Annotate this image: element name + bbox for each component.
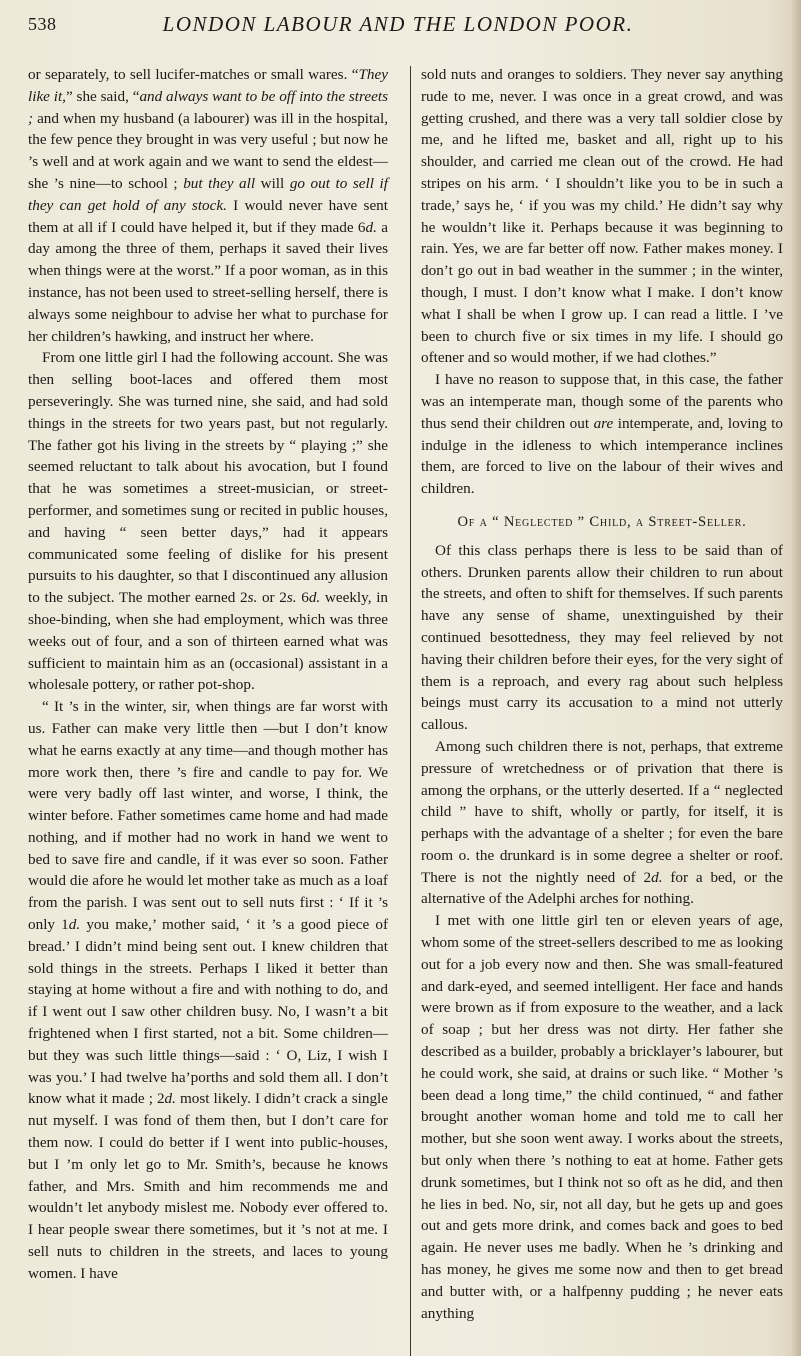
italic-run: d. [651, 868, 663, 886]
text-run: I met with one little girl ten or eleven years of age, whom some of the street-sellers described to me as looking out for a job every now and then. She was small-featured and dark-eyed, and seemed intelligent. Her face and hands were brown as if from exposure to the weather, and a lack of soap ; but her dress was not dirty. Her father she described as a builder, probably a bricklayer’s labourer, but he could work, she said, at drains or such like. “ Mother ’s been dead a long time,” the child continued, “ and father brought another woman home and told me to call her mother, but she soon went away. I works about the streets, but only when there ’s nothing to eat at home. Father gets drunk sometimes, but I think not so oft as he did, and then he lies in bed. No, sir, not all day, but he gets up and goes out and gets more drink, and comes back and goes to bed again. He never uses me badly. When he ’s drinking and has money, he gives me some now and then to get bread and butter with, or a halfpenny pudding ; he never eats anything [421, 912, 783, 1322]
paragraph [421, 540, 783, 736]
text-run: 6 [296, 589, 309, 607]
italic-run: d. [365, 218, 377, 236]
text-run: I would never have sent them at all if I could have helped it, but if they made 6 [28, 196, 388, 236]
text-run: will [255, 174, 290, 192]
right-column-top [421, 64, 783, 500]
section-heading: Of a “ Neglected ” Child, a Street-Seller. [457, 513, 747, 530]
text-run: sold nuts and oranges to soldiers. They never say anything rude to me, never. I was once in a great crowd, and was getting crushed, and there was a very tall soldier close by me, and he lifted me, basket and all, right up to his shoulder, and carried me clean out of the crowd. He had stripes on his arm. ‘ I shouldn’t like you to be in such a trade,’ says he, ‘ if you was my child.’ He didn’t say why he wouldn’t like it. Perhaps because it was beginning to rain. Yes, we are far better off now. Father makes money. I don’t go out in bad weather in the summer ; in the winter, though, I must. I don’t know what I make. I don’t know what I shall be when I grow up. I can read a little. I ’ve been to church five or six times in my life. I should go oftener and so would mother, if we had clothes.” [421, 66, 783, 367]
page-header [28, 10, 788, 46]
paragraph [28, 696, 388, 1285]
text-run: and when my husband (a labourer) was ill in the hospital, the few pence they brought in was very useful ; but now he ’s well and at work again and we want to send the eldest—she ’s nine—to school ; [28, 109, 388, 192]
text-run: most likely. I didn’t crack a single nut myself. I was fond of them then, but I don’t care for them now. I could do better if I went into public-houses, but I ’m only let go to Mr. Smith’s, because he knows father, and Mrs. Smith and him recommends me and wouldn’t let anybody mislest me. Nobody ever offered to. I hear people swear there sometimes, but it ’s not at me. I sell nuts to children in the streets, and laces to young women. I have [28, 1090, 388, 1282]
text-run: or 2 [257, 589, 287, 607]
paragraph [28, 347, 388, 696]
right-column-bottom [421, 540, 783, 1325]
italic-run: are [593, 414, 614, 432]
italic-run: They like it, [28, 66, 388, 105]
page-number: 538 [28, 14, 57, 34]
paragraph [421, 910, 783, 1324]
italic-run: go out to sell if they can get hold of any stock. [28, 174, 388, 214]
paragraph [421, 369, 783, 500]
text-run: weekly, in shoe-binding, when she had employment, which was three weeks out of four, and a son of thirteen earned what was sufficient to maintain him as an (occasional) assistant in a wholesale pottery, or rather pot-shop. [28, 589, 389, 694]
text-run: ” she said, “ [65, 87, 140, 105]
text-run: or separately, to sell lucifer-matches or small wares. “ [28, 66, 359, 83]
running-head: LONDON LABOUR AND THE LONDON POOR. [162, 12, 634, 36]
text-run: From one little girl I had the following account. She was then selling boot-laces and offered them most perseveringly. She was turned nine, she said, and had sold things in the streets for two years past, but not regularly. The father got his living in the streets by “ playing ;” she seemed reluctant to talk about his avocation, but I found that he was sometimes a street-musician, or street-performer, and sometimes sung or recited in public houses, and having “ seen better days,” had it appears communicated some feeling of dislike for his present pursuits to his daughter, so that I discontinued any allusion to the subject. The mother earned 2 [28, 349, 388, 607]
page-edge-shadow [791, 0, 801, 1356]
text-run: Among such children there is not, perhaps, that extreme pressure of wretchedness or of privation that there is among the orphans, or the utterly deserted. If a “ neglected child ” have to shift, wholly or partly, for itself, it is perhaps with the advantage of a shelter ; for even the bare room o. the drunkard is in some degree a shelter or roof. There is not the nightly need of 2 [421, 737, 783, 886]
left-column [28, 64, 388, 1285]
text-run: intemperate, and, loving to indulge in the idleness to which intemperance inclines them, are forced to live on the labour of their wives and children. [421, 414, 783, 498]
paragraph [421, 64, 783, 369]
paragraph [28, 64, 388, 347]
italic-run: d. [164, 1090, 176, 1108]
text-run: Of this class perhaps there is less to be said than of others. Drunken parents allow their children to run about the streets, and often to shift for themselves. If such parents have any sense of shame, unextinguished by their continued besottedness, they may feel relieved by not having their children before their eyes, for the very sight of them is a reproach, and every rag about such helpless beings must carry its accusation to a mind not utterly callous. [421, 541, 783, 734]
text-run: you make,’ mother said, ‘ it ’s a good piece of bread.’ I didn’t mind being sent out. I knew children that sold things in the streets. Perhaps I liked it better than staying at home without a fire and with nothing to do, and if I went out I saw other children busy. No, I wasn’t a bit frightened when I first started, not a bit. Some children—but they was such little things—said : ‘ O, Liz, I wish I was you.’ I had twelve ha’porths and sold them all. I don’t know what it made ; 2 [28, 916, 388, 1108]
text-run: a day among the three of them, perhaps it saved their lives when things were at the worst.” If a poor woman, as in this instance, has not been used to street-selling herself, there is always some neighbour to advise her what to purchase for her children’s hawking, and instruct her where. [28, 218, 388, 345]
italic-run: d. [308, 589, 321, 607]
text-run: for a bed, or the alternative of the Adelphi arches for nothing. [421, 868, 783, 908]
italic-run: s. [247, 589, 258, 607]
column-divider [410, 66, 411, 1356]
italic-run: but they all [183, 174, 256, 192]
italic-run: and always want to be off into the streets ; [28, 87, 388, 127]
italic-run: d. [68, 916, 81, 934]
italic-run: s. [286, 589, 297, 607]
text-run: “ It ’s in the winter, sir, when things are far worst with us. Father can make very little then —but I don’t know what he earns exactly at any time—and though mother has more work then, there ’s fire and candle to pay for. We were very badly off last winter, and worse, I think, the winter before. Father sometimes came home and had made nothing, and if mother had no work in hand we went to bed to save fire and candle, if it was ever so soon. Father would die afore he would let mother take as much as a loaf from the parish. I was sent out to sell nuts first : ‘ If it ’s only 1 [28, 698, 388, 934]
text-run: I have no reason to suppose that, in this case, the father was an intemperate man, though some of the parents who thus send their children out [421, 371, 783, 432]
paragraph [421, 736, 783, 910]
right-column [421, 64, 783, 1324]
